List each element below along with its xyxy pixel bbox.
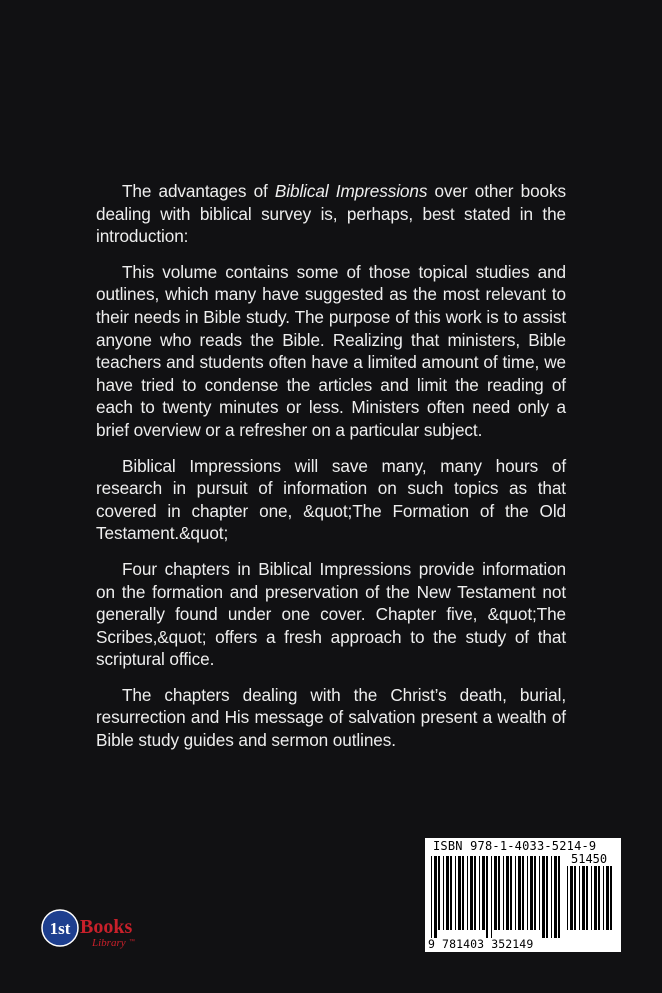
- barcode-bar: [518, 856, 521, 930]
- logo-badge-text: 1st: [49, 919, 71, 938]
- isbn-barcode: [425, 838, 621, 952]
- barcode-bar: [554, 856, 557, 938]
- barcode-bar: [579, 866, 580, 930]
- book-title-italic: Biblical Impressions: [274, 181, 428, 201]
- barcode-bar: [446, 856, 449, 930]
- barcode-bar: [606, 866, 609, 930]
- price-code: 51450: [571, 852, 608, 866]
- barcode-bar: [479, 856, 480, 930]
- barcode-bar: [522, 856, 524, 930]
- barcode-bar: [470, 856, 473, 930]
- barcode-bar: [482, 856, 485, 930]
- blurb-paragraph-intro: [96, 180, 566, 248]
- logo-trademark: ™: [129, 939, 135, 945]
- barcode-bar: [546, 856, 548, 938]
- barcode-bar: [530, 856, 533, 930]
- blurb-paragraph-salvation: The chapters dealing with the Christ’s death, burial, resurrection and His message of salvation present a wealth of Bible study guides and sermon outlines.: [96, 684, 566, 751]
- barcode-bar: [486, 856, 488, 938]
- blurb-paragraph-research: Biblical Impressions will save many, many hours of research in pursuit of information on such topics as that covered in chapter one, &quot;The Formation of the Old Testament.&quot;: [96, 455, 566, 544]
- barcode-bar: [434, 856, 437, 938]
- barcode-bar: [586, 866, 588, 930]
- barcode-bar: [462, 856, 464, 930]
- intro-text-end: over other books dealing with biblical survey is, perhaps, best stated in the introduction:: [96, 181, 566, 247]
- barcode-bar: [467, 856, 468, 930]
- barcode-bar: [598, 866, 600, 930]
- barcode-bar: [503, 856, 504, 930]
- barcode-bar: [458, 856, 461, 930]
- barcode-bar: [498, 856, 500, 930]
- barcode-bar: [570, 866, 573, 930]
- logo-word: Books: [80, 916, 133, 938]
- barcode-digits: 9 781403 352149: [428, 937, 534, 951]
- barcode-bar: [527, 856, 528, 930]
- intro-text-start: The advantages of: [122, 181, 275, 201]
- barcode-bar: [591, 866, 592, 930]
- barcode-bar: [567, 866, 568, 930]
- barcode-bar: [455, 856, 456, 930]
- barcode-bar: [491, 856, 492, 938]
- barcode-bar: [558, 856, 560, 938]
- barcode-bar: [582, 866, 585, 930]
- barcode-addon-bars: [567, 866, 615, 938]
- barcode-bar: [594, 866, 597, 930]
- barcode-bar: [515, 856, 516, 930]
- barcode-bar: [494, 856, 497, 930]
- logo-sub: Library: [92, 937, 126, 949]
- blurb-paragraph-chapters: Four chapters in Biblical Impressions provide information on the formation and preservation of the New Testament not generally found under one cover. Chapter five, &quot;The Scribes,&quot; offers a fresh approach to the study of that scriptural office.: [96, 558, 566, 670]
- barcode-bar: [534, 856, 536, 930]
- back-cover-blurb: [96, 180, 566, 765]
- barcode-bars: [431, 856, 563, 938]
- barcode-bar: [551, 856, 552, 938]
- barcode-bar: [542, 856, 545, 938]
- publisher-logo: [40, 906, 150, 952]
- barcode-bar: [431, 856, 432, 938]
- barcode-bar: [438, 856, 440, 930]
- barcode-bar: [610, 866, 612, 930]
- blurb-paragraph-volume: This volume contains some of those topical studies and outlines, which many have suggested as the most relevant to their needs in Bible study. The purpose of this work is to assist anyone who reads the Bible. Realizing that ministers, Bible teachers and students often have a limited amount of time, we have tried to condense the articles and limit the reading of each to twenty minutes or less. Ministers often need only a brief overview or a refresher on a particular subject.: [96, 261, 566, 440]
- barcode-bar: [450, 856, 452, 930]
- barcode-bar: [510, 856, 512, 930]
- barcode-bar: [443, 856, 444, 930]
- barcode-bar: [603, 866, 604, 930]
- isbn-label: ISBN 978-1-4033-5214-9: [433, 839, 597, 853]
- barcode-bar: [506, 856, 509, 930]
- barcode-bar: [474, 856, 476, 930]
- barcode-bar: [539, 856, 540, 930]
- barcode-bar: [574, 866, 576, 930]
- publisher-logo-graphic: [40, 906, 150, 952]
